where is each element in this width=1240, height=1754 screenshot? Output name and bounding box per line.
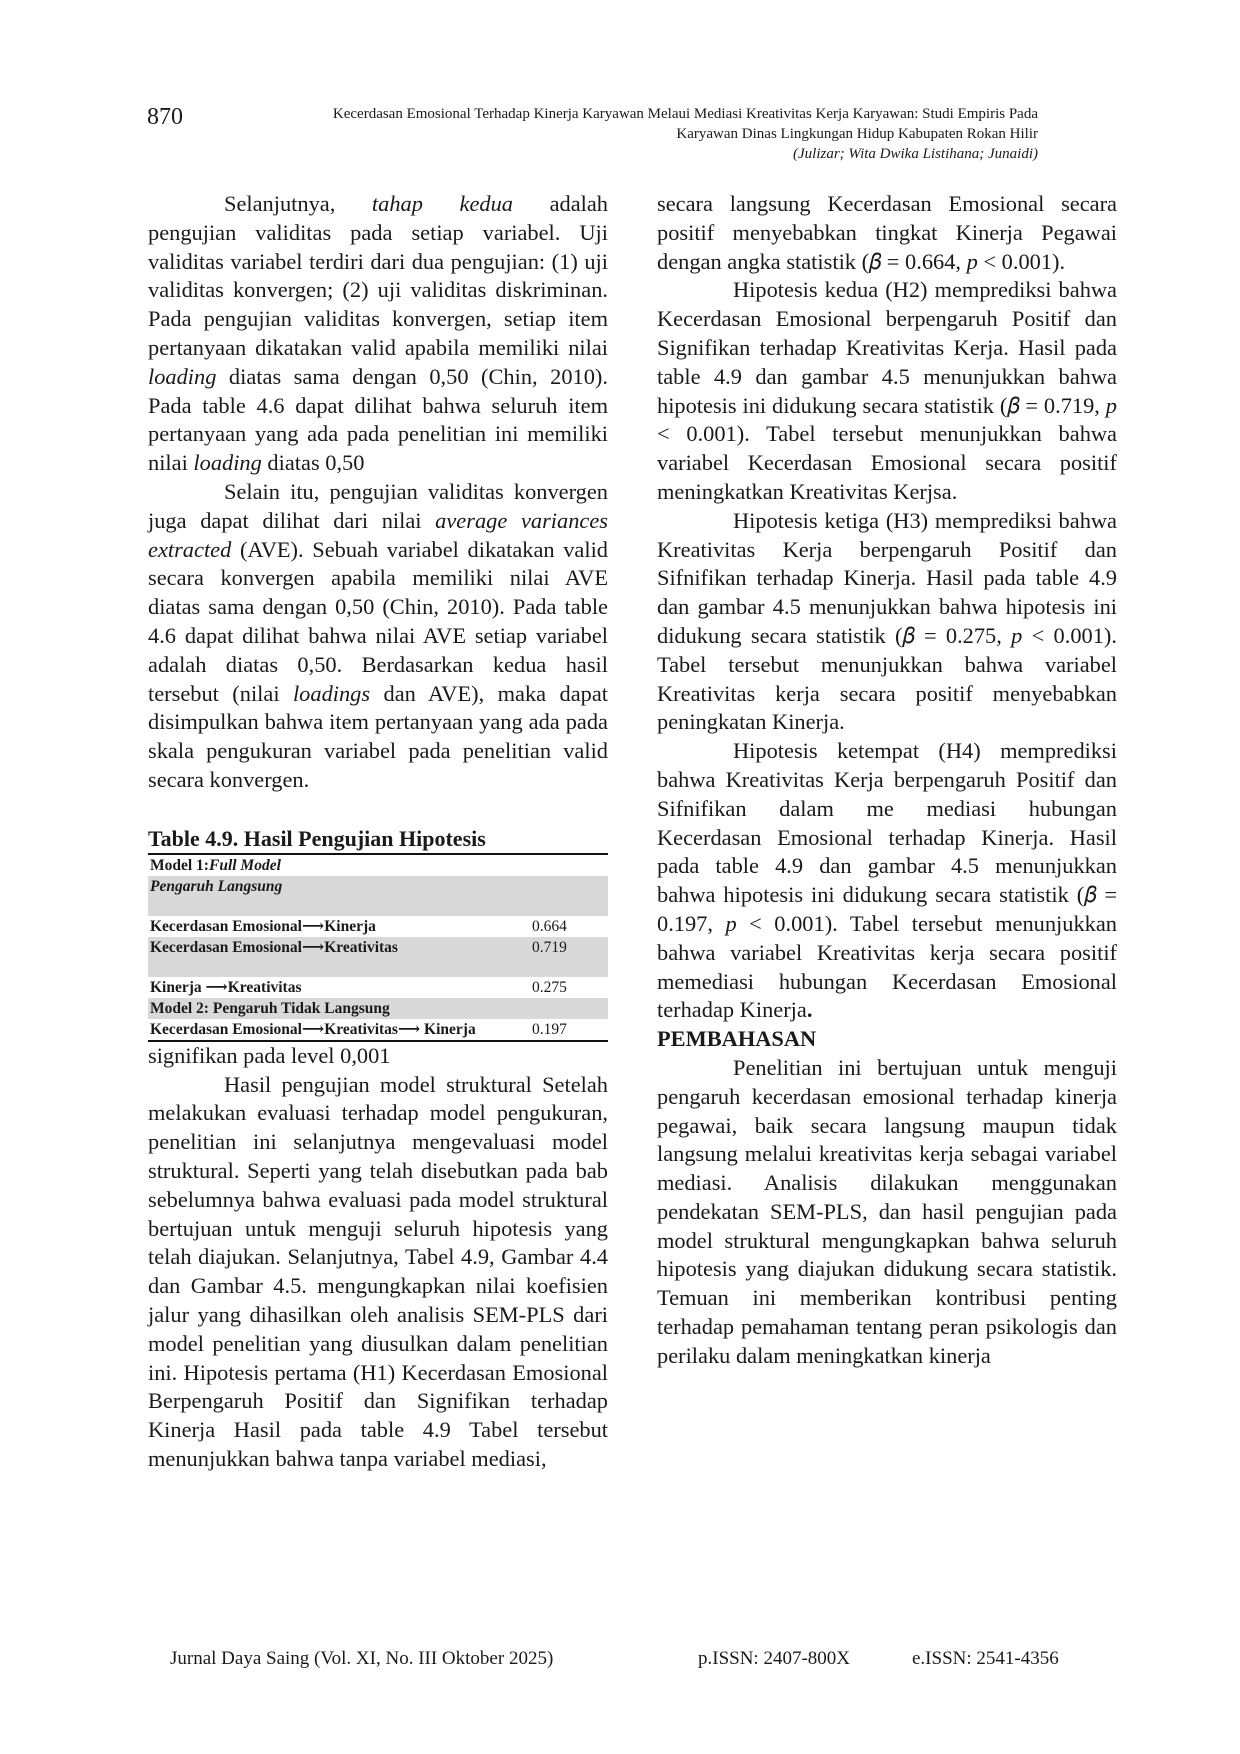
model1-label bbox=[148, 854, 608, 876]
significance-note: signifikan pada level 0,001 bbox=[148, 1042, 391, 1068]
text-run: Hipotesis ketiga (H3) memprediksi bahwa Kreativitas Kerja berpengaruh Positif dan Sifnifikan terhadap Kinerja. Hasil pada table 4.9 dan gambar 4.5 menunjukkan bahwa hipotesis ini didukung secara statistik (𝛽 = 0.275, bbox=[657, 507, 1117, 648]
paragraph-pembahasan: Penelitian ini bertujuan untuk menguji pengaruh kecerdasan emosional terhadap kinerja pegawai, baik secara langsung maupun tidak langsung melalui kreativitas kerja sebagai variabel mediasi. Analisis dilakukan menggunakan pendekatan SEM-PLS, dan hasil pengujian pada model struktural mengungkapkan bahwa seluruh hipotesis yang diajukan didukung secara statistik. Temuan ini memberikan kontribusi penting terhadap pemahaman tentang peran psikologis dan perilaku dalam meningkatkan kinerja bbox=[657, 1054, 1117, 1368]
text-emphasis: p bbox=[966, 248, 978, 274]
text-run: Model 1: bbox=[150, 856, 209, 874]
hypothesis-table bbox=[148, 853, 608, 1042]
text-run: < 0.001). bbox=[977, 248, 1066, 274]
text-emphasis: p bbox=[1105, 392, 1117, 418]
text-run: secara langsung Kecerdasan Emosional secara positif menyebabkan tingkat Kinerja Pegawai dengan angka statistik (𝛽 = 0.664, bbox=[657, 191, 1117, 274]
table-row bbox=[148, 998, 608, 1019]
running-title-line1: Kecerdasan Emosional Terhadap Kinerja Karyawan Melaui Mediasi Kreativitas Kerja Karyawan: Studi Empiris Pada bbox=[332, 106, 1038, 122]
page-number: 870 bbox=[147, 104, 183, 130]
text-run: Selanjutnya, bbox=[224, 191, 372, 216]
path-cell: Kecerdasan Emosional⟶Kreativitas⟶ Kinerja bbox=[148, 1019, 530, 1041]
paragraph-tahap-kedua bbox=[148, 190, 608, 478]
text-run: adalah pengujian validitas pada setiap variabel. Uji validitas variabel terdiri dari dua pengujian: (1) uji validitas konvergen; (2) uji validitas diskriminan. Pada pengujian validitas konvergen, setiap item pertanyaan dikatakan valid apabila memiliki nilai bbox=[148, 191, 608, 360]
table-row bbox=[148, 876, 608, 916]
text-emphasis: loadings bbox=[292, 680, 371, 706]
running-title-line2: Karyawan Dinas Lingkungan Hidup Kabupaten Rokan Hilir bbox=[676, 126, 1038, 142]
text-emphasis: Full Model bbox=[208, 856, 281, 874]
text-run: . bbox=[806, 997, 813, 1023]
paragraph-h3 bbox=[657, 507, 1117, 737]
text-run: < 0.001). Tabel tersebut menunjukkan bahwa variabel Kecerdasan Emosional secara positif meningkatkan Kreativitas Kerjsa. bbox=[657, 421, 1117, 504]
footer-eissn: e.ISSN: 2541-4356 bbox=[912, 1648, 1059, 1669]
table-row bbox=[148, 854, 608, 876]
path-cell: Kecerdasan Emosional⟶Kreativitas bbox=[148, 937, 530, 977]
text-run: diatas sama dengan 0,50 (Chin, 2010). Pada table 4.6 dapat dilihat bahwa seluruh item pertanyaan yang ada pada penelitian ini memiliki nilai bbox=[148, 363, 608, 476]
table-row bbox=[148, 937, 608, 977]
text-emphasis: loading bbox=[193, 450, 262, 476]
paragraph-structural-model: Hasil pengujian model struktural Setelah melakukan evaluasi terhadap model pengukuran, penelitian ini selanjutnya mengevaluasi model struktural. Seperti yang telah disebutkan pada bab sebelumnya bahwa evaluasi pada model struktural bertujuan untuk menguji seluruh hipotesis yang telah diajukan. Selanjutnya, Tabel 4.9, Gambar 4.4 dan Gambar 4.5. mengungkapkan nilai koefisien jalur yang dihasilkan oleh analisis SEM-PLS dari model penelitian yang diusulkan dalam penelitian ini. Hipotesis pertama (H1) Kecerdasan Emosional Berpengaruh Positif dan Signifikan terhadap Kinerja Hasil pada table 4.9 Tabel tersebut menunjukkan bahwa tanpa variabel mediasi, bbox=[148, 1071, 608, 1471]
path-cell: Kecerdasan Emosional⟶Kinerja bbox=[150, 917, 376, 935]
text-emphasis: average variances extracted bbox=[148, 507, 608, 562]
model2-label: Model 2: Pengaruh Tidak Langsung bbox=[148, 998, 608, 1019]
text-run: (AVE). Sebuah variabel dikatakan valid secara konvergen apabila memiliki nilai AVE diatas sama dengan 0,50 (Chin, 2010). Pada table 4.6 dapat dilihat bahwa nilai AVE setiap variabel adalah diatas 0,50. Berdasarkan kedua hasil tersebut (nilai bbox=[148, 536, 608, 706]
table-row bbox=[148, 916, 608, 937]
section-heading: PEMBAHASAN bbox=[657, 1026, 817, 1052]
footer-journal: Jurnal Daya Saing (Vol. XI, No. III Oktober 2025) bbox=[170, 1648, 554, 1669]
table-row bbox=[148, 977, 608, 998]
paragraph-h2 bbox=[657, 276, 1117, 506]
coef-cell: 0.719 bbox=[530, 937, 608, 977]
table-title: Table 4.9. Hasil Pengujian Hipotesis bbox=[148, 825, 486, 851]
right-column bbox=[657, 190, 1117, 1371]
spacer bbox=[148, 795, 608, 825]
paragraph-h4 bbox=[657, 737, 1117, 1025]
text-emphasis: loading bbox=[148, 363, 217, 389]
running-header bbox=[208, 104, 1038, 164]
footer-pissn: p.ISSN: 2407-800X bbox=[698, 1648, 851, 1669]
text-run: dan AVE), maka dapat disimpulkan bahwa item pertanyaan yang ada pada skala pengukuran variabel pada penelitian valid secara konvergen. bbox=[148, 680, 608, 792]
direct-effect-label: Pengaruh Langsung bbox=[148, 876, 608, 916]
paragraph-ave bbox=[148, 478, 608, 795]
text-run: Hipotesis kedua (H2) memprediksi bahwa Kecerdasan Emosional berpengaruh Positif dan Signifikan terhadap Kreativitas Kerja. Hasil pada table 4.9 dan gambar 4.5 menunjukkan bahwa hipotesis ini didukung secara statistik (𝛽 = 0.719, bbox=[657, 277, 1117, 418]
text-emphasis: p bbox=[1011, 622, 1023, 648]
table-row bbox=[148, 1019, 608, 1041]
coef-cell: 0.275 bbox=[532, 978, 567, 996]
coef-cell: 0.197 bbox=[530, 1019, 608, 1041]
running-authors: (Julizar; Wita Dwika Listihana; Junaidi) bbox=[793, 146, 1038, 162]
path-cell: Kinerja ⟶Kreativitas bbox=[150, 978, 302, 996]
text-emphasis: tahap kedua bbox=[371, 191, 513, 216]
text-run: < 0.001). Tabel tersebut menunjukkan bahwa variabel Kreativitas kerja secara positif menyebabkan peningkatan Kinerja. bbox=[657, 622, 1117, 735]
left-column bbox=[148, 190, 608, 1474]
text-run: < 0.001). Tabel tersebut menunjukkan bahwa variabel Kreativitas kerja secara positif memediasi hubungan Kecerdasan Emosional terhadap Kinerja bbox=[657, 910, 1118, 1023]
coef-cell: 0.664 bbox=[532, 917, 567, 935]
paragraph-h1-continued bbox=[657, 190, 1117, 276]
text-emphasis: p bbox=[725, 910, 737, 936]
text-run: Hipotesis ketempat (H4) memprediksi bahwa Kreativitas Kerja berpengaruh Positif dan Sifnifikan dalam me mediasi hubungan Kecerdasan Emosional terhadap Kinerja. Hasil pada table 4.9 dan gambar 4.5 menunjukkan bahwa hipotesis ini didukung secara statistik (𝛽 = 0.197, bbox=[657, 738, 1117, 936]
text-run: Selain itu, pengujian validitas konvergen juga dapat dilihat dari nilai bbox=[148, 478, 608, 533]
text-run: diatas 0,50 bbox=[261, 450, 365, 476]
